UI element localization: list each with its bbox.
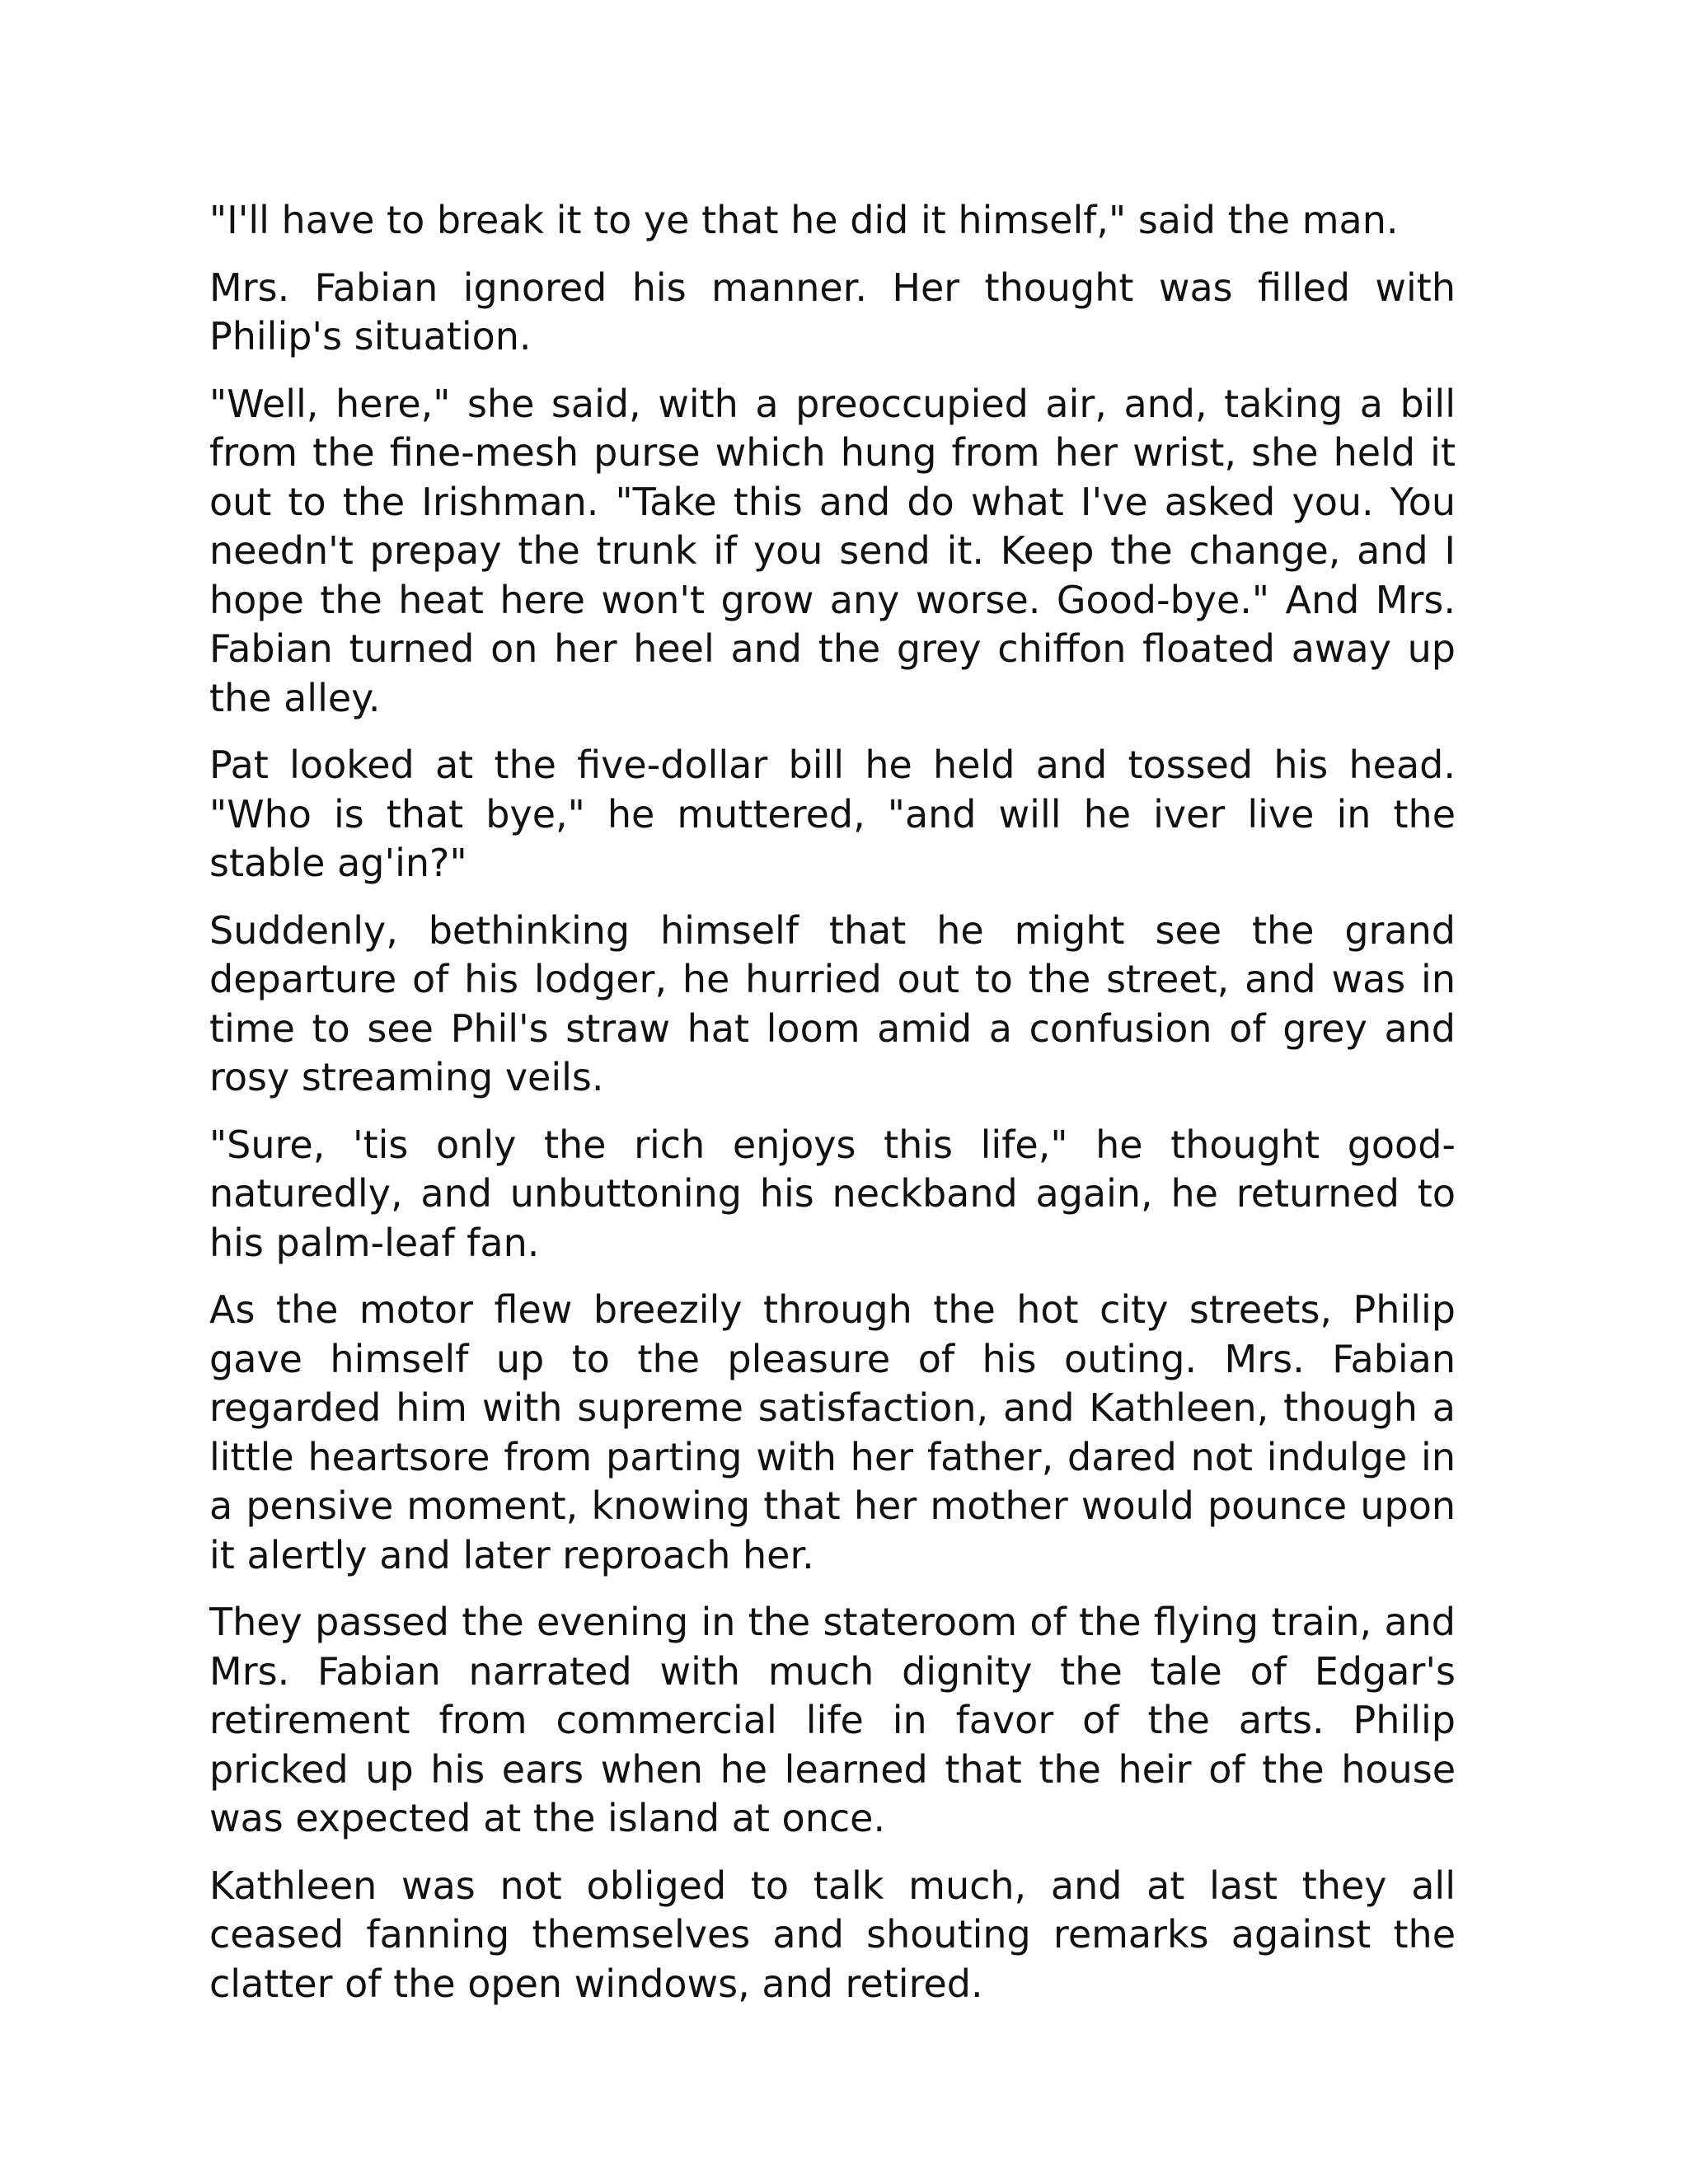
paragraph: "Sure, 'tis only the rich enjoys this life," he thought good-naturedly, and unbuttoning his neckband again, he returned to his palm-leaf fan. <box>209 1122 1456 1265</box>
paragraph: Suddenly, bethinking himself that he might see the grand departure of his lodger, he hurried out to the street, and was in time to see Phil's straw hat loom amid a confusion of grey and rosy streaming veils. <box>209 907 1456 1099</box>
paragraph: Pat looked at the five-dollar bill he held and tossed his head. "Who is that bye," he muttered, "and will he iver live in the stable ag'in?" <box>209 743 1456 885</box>
paragraph: "I'll have to break it to ye that he did it himself," said the man. <box>209 198 1399 242</box>
paragraph: "Well, here," she said, with a preoccupied air, and, taking a bill from the fine-mesh purse which hung from her wrist, she held it out to the Irishman. "Take this and do what I've asked you. You needn't prepay the trunk if you send it. Keep the change, and I hope the heat here won't grow any worse. Good-bye." And Mrs. Fabian turned on her heel and the grey chiffon floated away up the alley. <box>209 381 1456 720</box>
document-page <box>209 196 1456 2027</box>
paragraph: Mrs. Fabian ignored his manner. Her thought was filled with Philip's situation. <box>209 265 1456 359</box>
paragraph: They passed the evening in the stateroom of the flying train, and Mrs. Fabian narrated with much dignity the tale of Edgar's retirement from commercial life in favor of the arts. Philip pricked up his ears when he learned that the heir of the house was expected at the island at once. <box>209 1600 1456 1840</box>
paragraph: Kathleen was not obliged to talk much, and at last they all ceased fanning themselves and shouting remarks against the clatter of the open windows, and retired. <box>209 1863 1456 2006</box>
paragraph: As the motor flew breezily through the hot city streets, Philip gave himself up to the pleasure of his outing. Mrs. Fabian regarded him with supreme satisfaction, and Kathleen, though a little heartsore from parting with her father, dared not indulge in a pensive moment, knowing that her mother would pounce upon it alertly and later reproach her. <box>209 1287 1456 1577</box>
